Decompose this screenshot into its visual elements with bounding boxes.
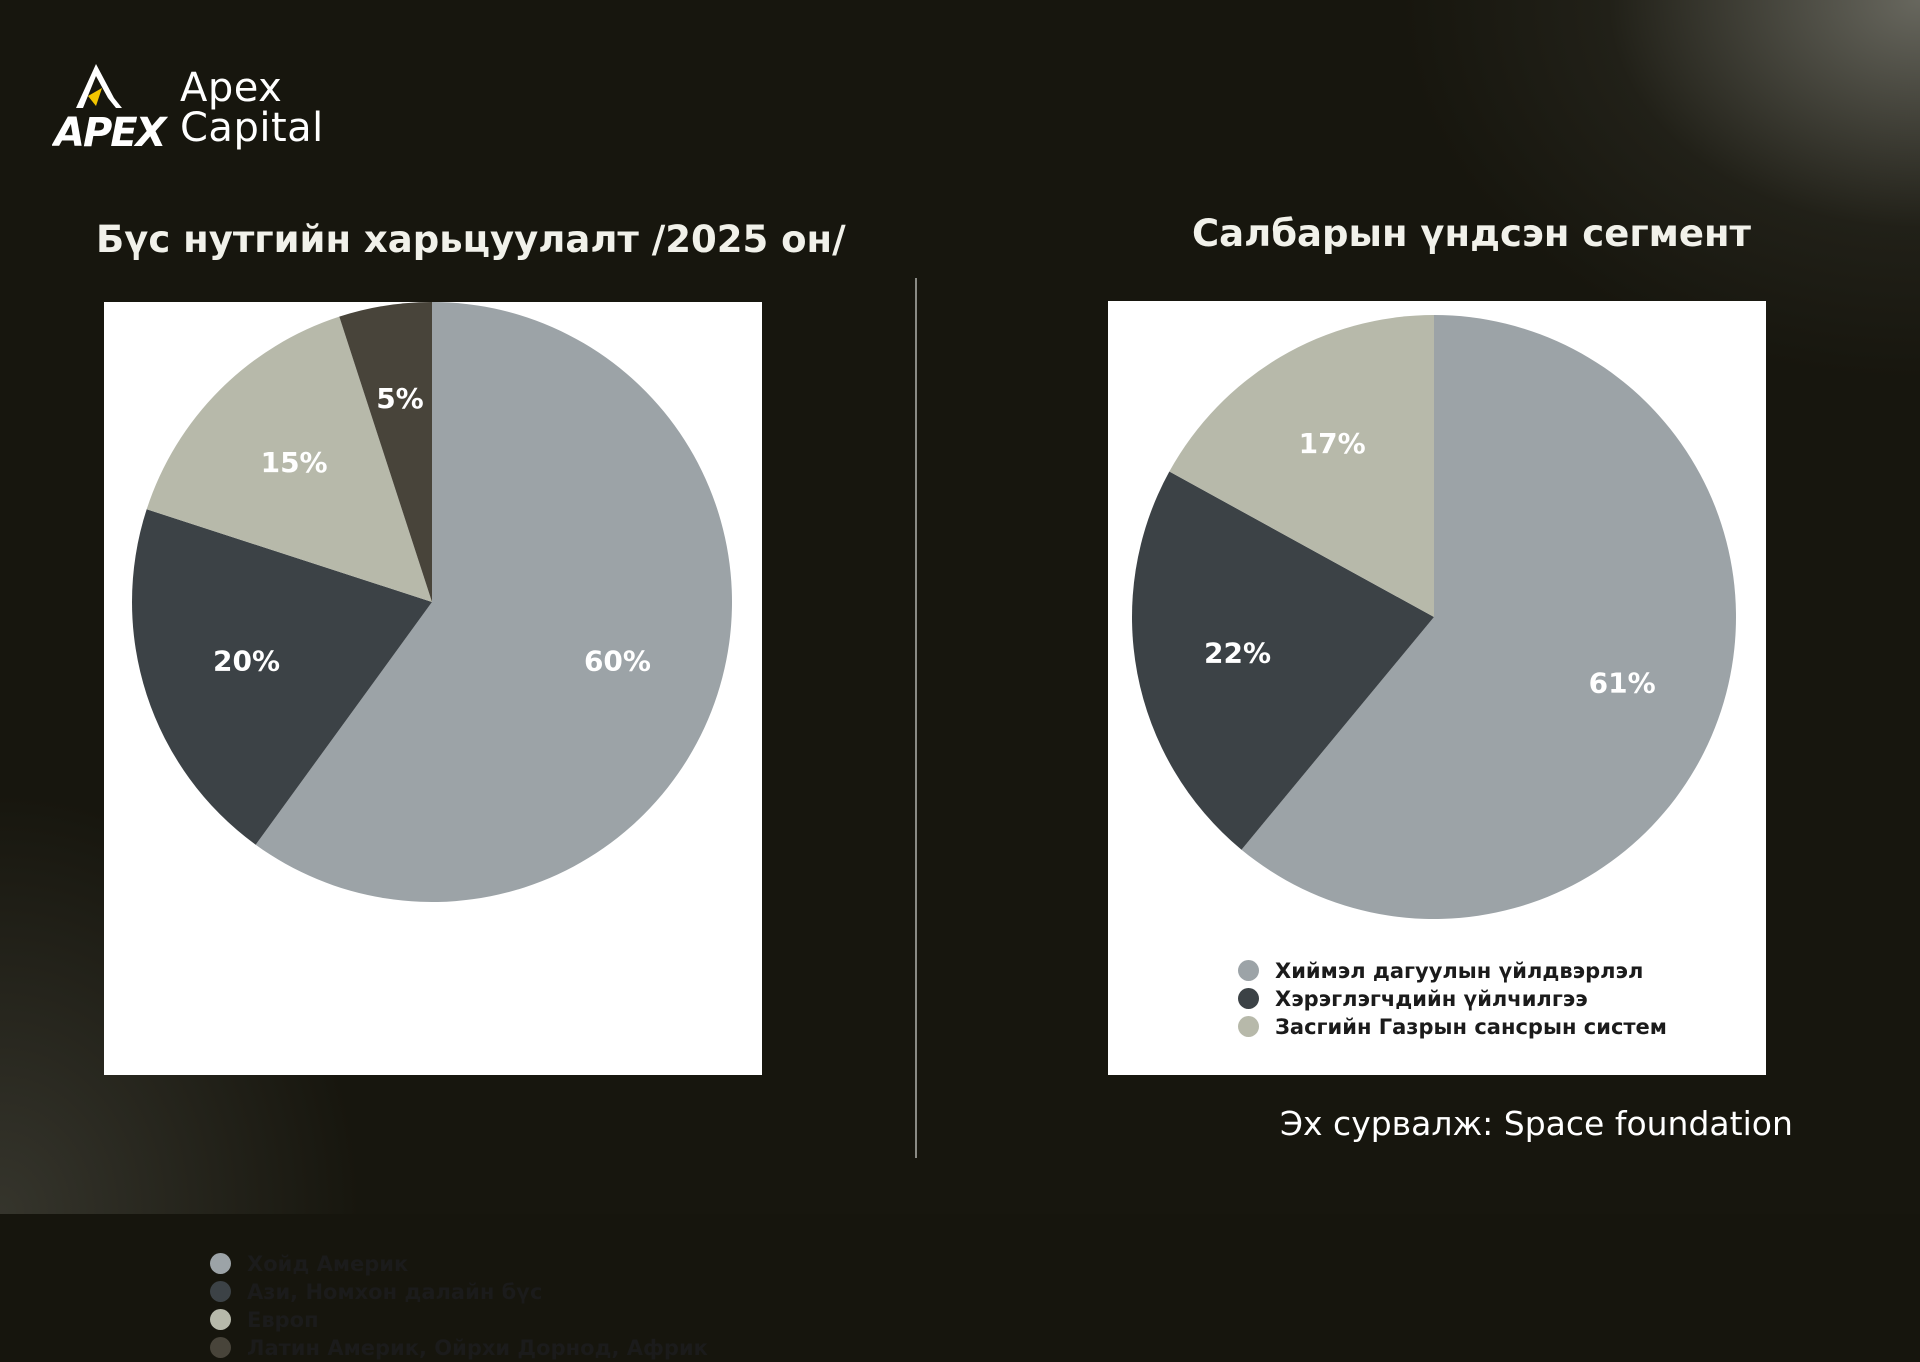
left-pie-label-0: 60% (583, 644, 651, 678)
right-legend-swatch-1 (1238, 988, 1259, 1009)
brand-logo (52, 58, 342, 158)
left-chart-card (104, 302, 762, 1360)
right-legend-swatch-2 (1238, 1016, 1259, 1037)
left-legend-label-3: Латин Америк, Ойрхи Дорнод, Африк (247, 1336, 708, 1360)
apex-logo-icon (52, 58, 172, 158)
left-legend-swatch-1 (210, 1281, 231, 1302)
right-chart-title: Салбарын үндсэн сегмент (1192, 212, 1751, 255)
right-legend-swatch-0 (1238, 960, 1259, 981)
left-chart-title: Бүс нутгийн харьцуулалт /2025 он/ (96, 218, 846, 261)
right-legend-label-2: Засгийн Газрын сансрын систем (1275, 1015, 1667, 1039)
right-pie-label-1: 22% (1204, 636, 1272, 670)
divider-line (915, 278, 917, 1158)
left-legend-label-2: Европ (247, 1308, 319, 1332)
right-chart-card (1108, 301, 1766, 1075)
left-legend-swatch-2 (210, 1309, 231, 1330)
left-legend-label-1: Ази, Номхон далайн бүс (247, 1280, 543, 1304)
left-legend-label-0: Хойд Америк (247, 1252, 409, 1276)
left-legend-swatch-3 (210, 1337, 231, 1358)
logo-accent-bolt (88, 88, 102, 106)
left-pie-label-3: 5% (376, 381, 424, 415)
right-pie-label-2: 17% (1298, 426, 1366, 460)
brand-name-line2: Capital (180, 105, 324, 151)
right-legend-label-0: Хиймэл дагуулын үйлдвэрлэл (1275, 959, 1644, 983)
logo-mark-text: APEX (54, 110, 165, 156)
brand-name-line1: Apex (180, 65, 283, 111)
right-pie-chart (1108, 301, 1766, 941)
left-pie-label-2: 15% (260, 446, 328, 480)
right-pie-label-0: 61% (1588, 666, 1656, 700)
left-pie-label-1: 20% (213, 644, 281, 678)
left-pie-chart (104, 302, 762, 922)
left-legend-swatch-0 (210, 1253, 231, 1274)
source-note: Эх сурвалж: Space foundation (1280, 1104, 1793, 1143)
right-legend-label-1: Хэрэглэгчдийн үйлчилгээ (1275, 987, 1588, 1011)
